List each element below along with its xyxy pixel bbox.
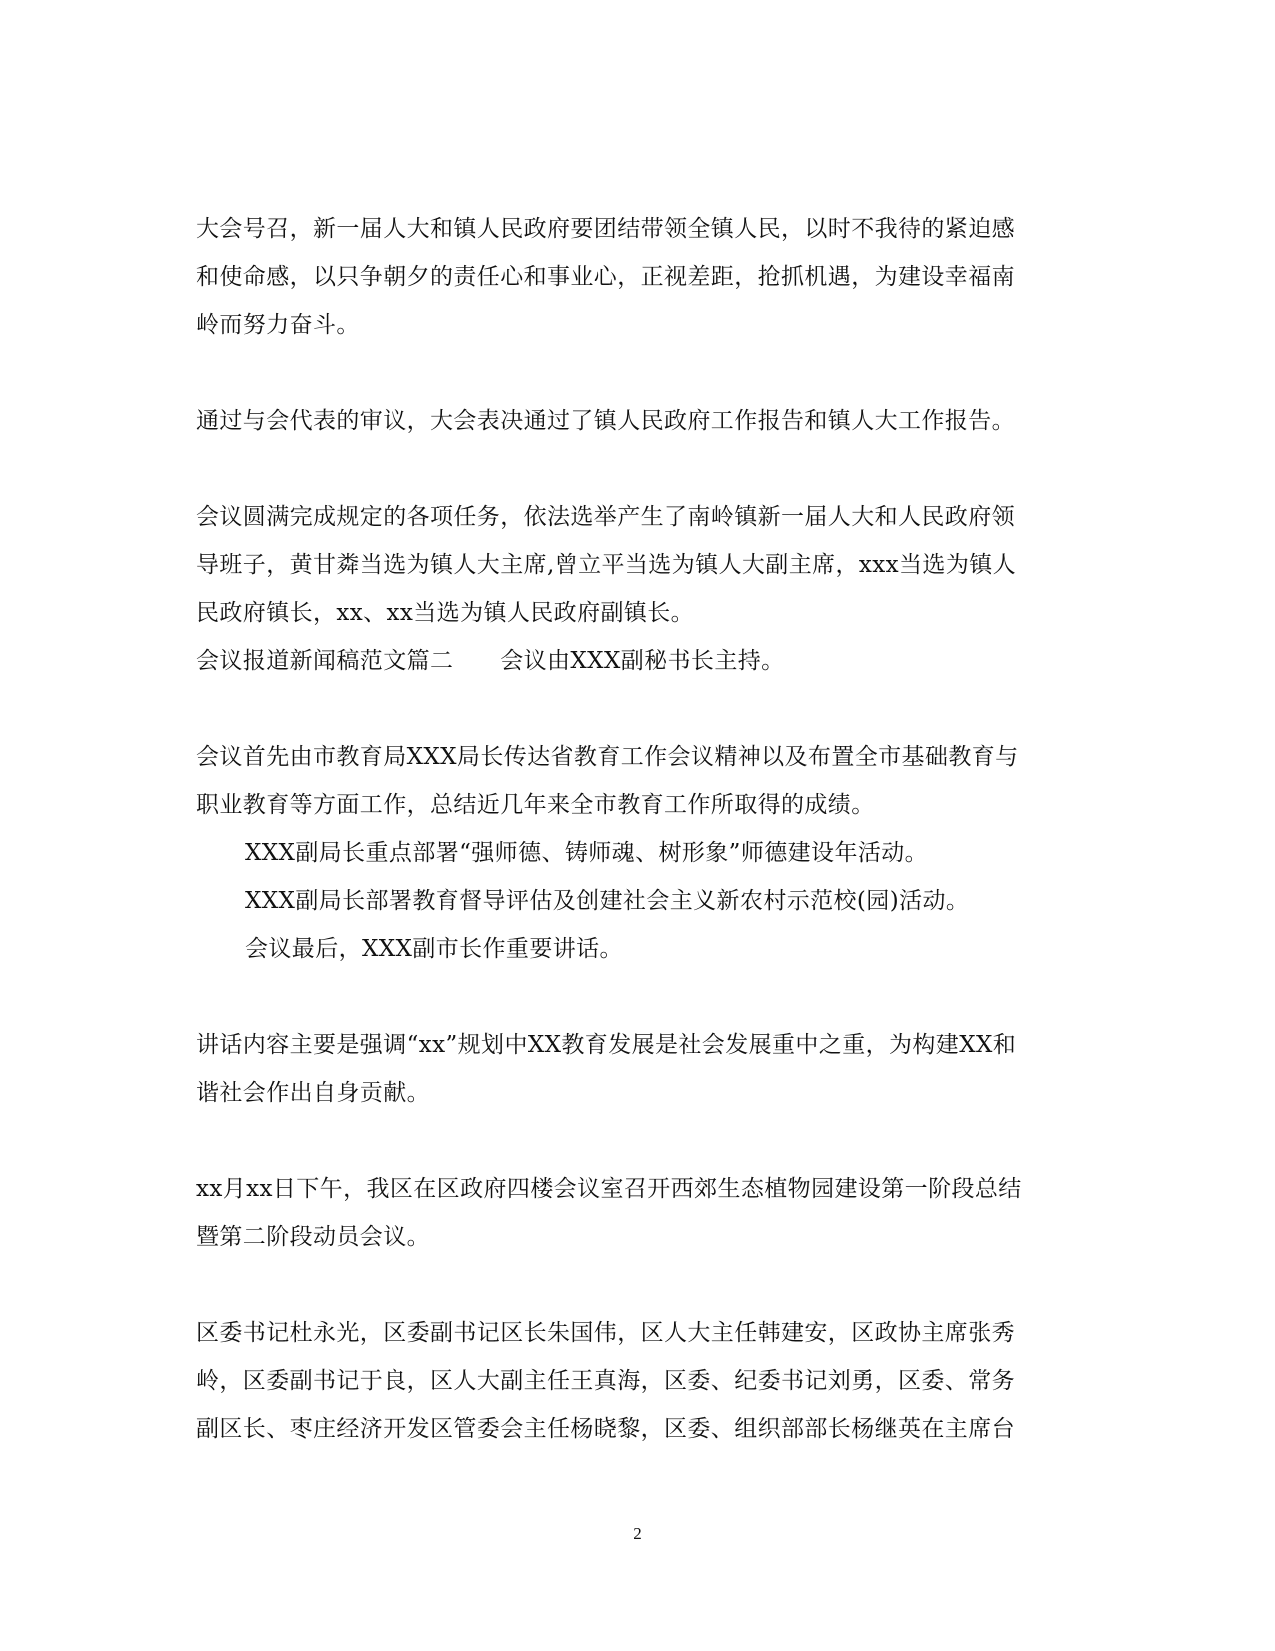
- text-line: 区委书记杜永光，区委副书记区长朱国伟，区人大主任韩建安，区政协主席张秀: [196, 1320, 1015, 1346]
- text-line: 和使命感，以只争朝夕的责任心和事业心，正视差距，抢抓机遇，为建设幸福南: [196, 264, 1015, 290]
- indented-line: 会议最后，XXX副市长作重要讲话。: [245, 936, 623, 962]
- paragraph-gap: [196, 1117, 1076, 1165]
- paragraph-gap: [196, 685, 1076, 733]
- paragraph-gap: [196, 445, 1076, 493]
- text-line: 岭而努力奋斗。: [196, 312, 360, 338]
- page-number: 2: [633, 1524, 642, 1543]
- text-line: 职业教育等方面工作，总结近几年来全市教育工作所取得的成绩。: [196, 792, 875, 818]
- document-body: [196, 205, 1076, 1453]
- indented-line: XXX副局长部署教育督导评估及创建社会主义新农村示范校(园)活动。: [245, 888, 970, 914]
- text-line: 导班子，黄甘粦当选为镇人大主席,曾立平当选为镇人大副主席，xxx当选为镇人: [196, 552, 1017, 578]
- indented-line: XXX副局长重点部署“强师德、铸师魂、树形象”师德建设年活动。: [245, 840, 929, 866]
- text-line: 谐社会作出自身贡献。: [196, 1080, 430, 1106]
- text-line: 会议圆满完成规定的各项任务，依法选举产生了南岭镇新一届人大和人民政府领: [196, 504, 1015, 530]
- text-line: 通过与会代表的审议，大会表决通过了镇人民政府工作报告和镇人大工作报告。: [196, 408, 1015, 434]
- text-line: 讲话内容主要是强调“xx”规划中XX教育发展是社会发展重中之重，为构建XX和: [196, 1032, 1017, 1058]
- text-line: xx月xx日下午，我区在区政府四楼会议室召开西郊生态植物园建设第一阶段总结: [196, 1176, 1022, 1202]
- paragraph-education-meeting: [196, 733, 1076, 973]
- text-line: 暨第二阶段动员会议。: [196, 1224, 430, 1250]
- paragraph-attendees: [196, 1309, 1076, 1453]
- paragraph-gap: [196, 1261, 1076, 1309]
- section-heading-line: 会议报道新闻稿范文篇二 会议由XXX副秘书长主持。: [196, 648, 785, 674]
- paragraph-gap: [196, 349, 1076, 397]
- text-line: 岭，区委副书记于良，区人大副主任王真海，区委、纪委书记刘勇，区委、常务: [196, 1368, 1015, 1394]
- text-line: 民政府镇长，xx、xx当选为镇人民政府副镇长。: [196, 600, 695, 626]
- text-line: 副区长、枣庄经济开发区管委会主任杨晓黎，区委、组织部部长杨继英在主席台: [196, 1416, 1015, 1442]
- paragraph-congress-call: [196, 205, 1076, 349]
- paragraph-election-results: [196, 493, 1076, 685]
- paragraph-speech-content: [196, 1021, 1076, 1117]
- text-line: 大会号召，新一届人大和镇人民政府要团结带领全镇人民，以时不我待的紧迫感: [196, 216, 1015, 242]
- paragraph-botanical-garden-meeting: [196, 1165, 1076, 1261]
- paragraph-gap: [196, 973, 1076, 1021]
- paragraph-report-approval: [196, 397, 1076, 445]
- text-line: 会议首先由市教育局XXX局长传达省教育工作会议精神以及布置全市基础教育与: [196, 744, 1019, 770]
